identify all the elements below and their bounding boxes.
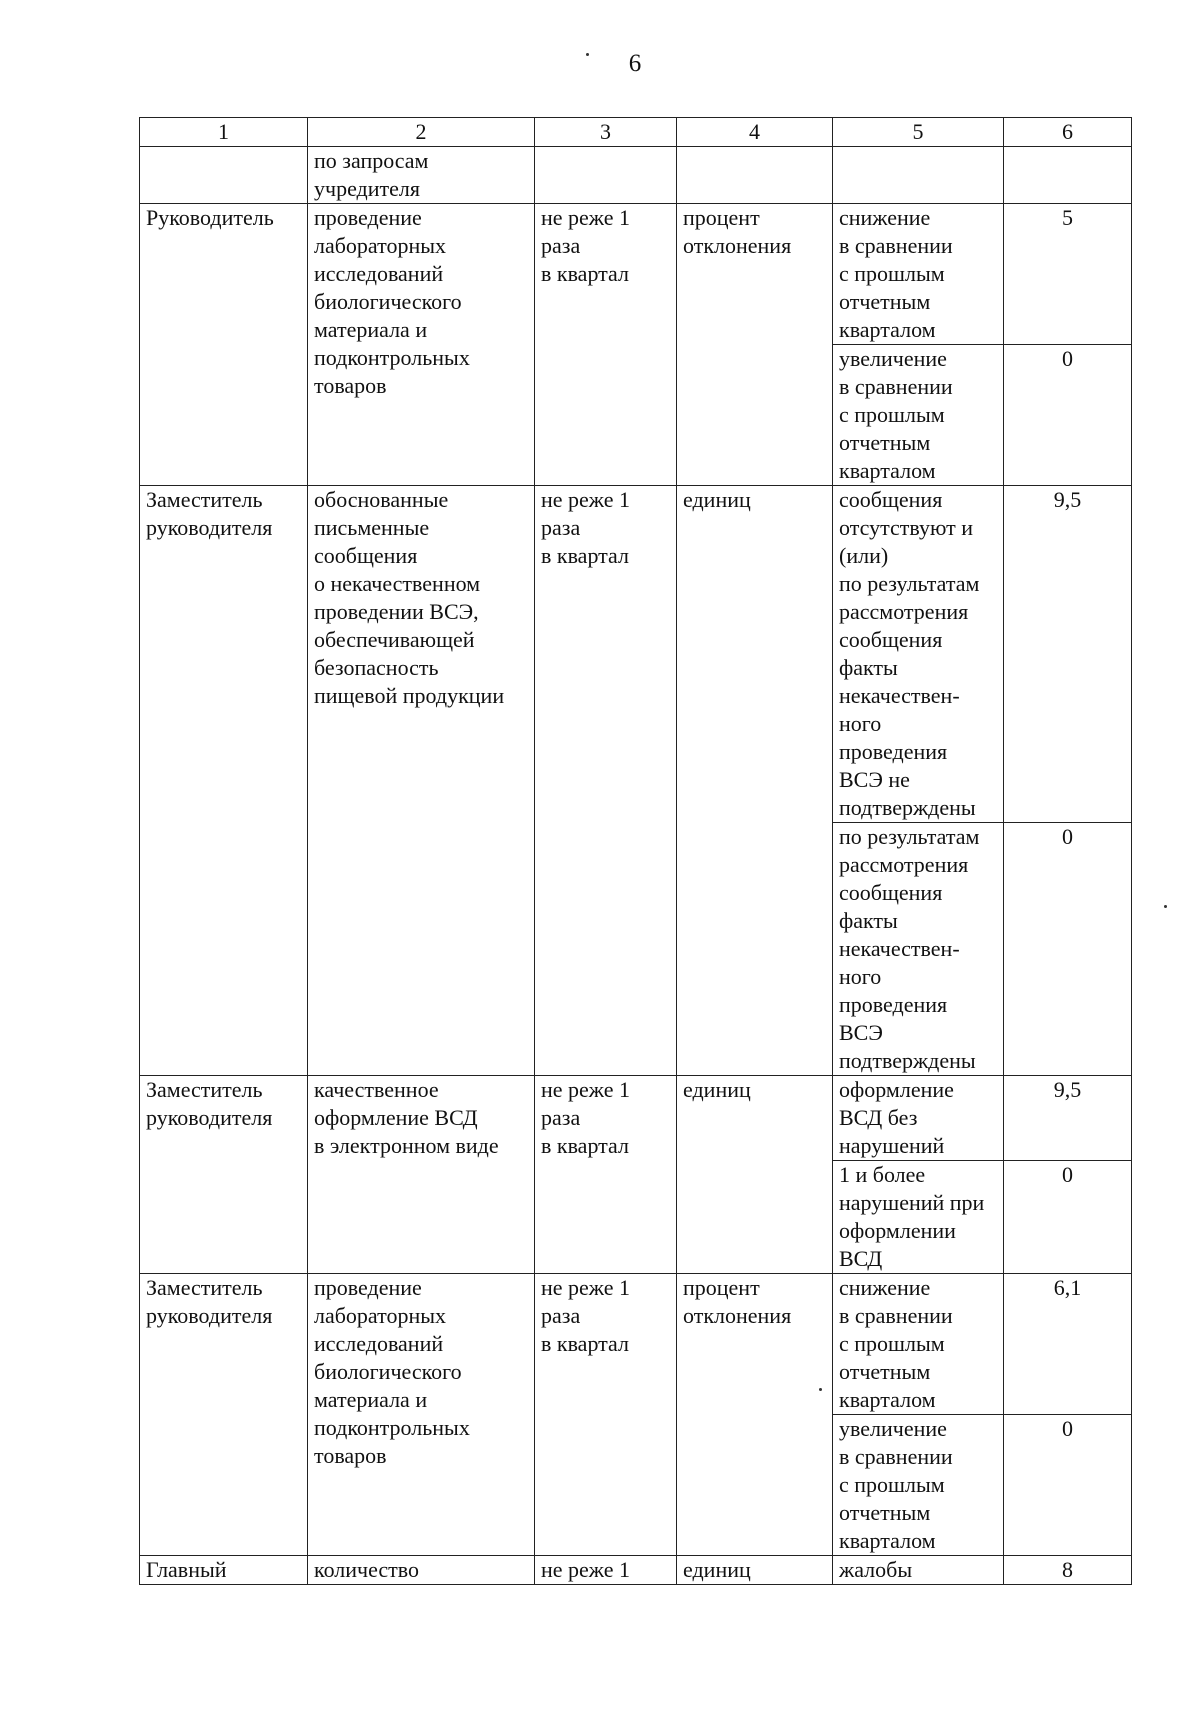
criterion-cell-line: ного	[839, 711, 882, 736]
frequency-cell	[535, 1274, 677, 1556]
frequency-cell-line: в квартал	[541, 1331, 629, 1356]
indicator-cell-line: биологического	[314, 1359, 462, 1384]
frequency-cell-line: раза	[541, 1105, 581, 1130]
score-cell: 0	[1004, 1161, 1132, 1274]
score-cell: 8	[1004, 1556, 1132, 1585]
header-cell: 2	[308, 118, 535, 147]
indicator-cell-line: обоснованные	[314, 487, 449, 512]
indicator-cell	[308, 204, 535, 486]
position-cell-line: руководителя	[146, 1303, 273, 1328]
header-cell: 5	[833, 118, 1004, 147]
criterion-cell	[833, 1556, 1004, 1585]
indicator-cell-line: лабораторных	[314, 1303, 447, 1328]
indicator-cell-line: лабораторных	[314, 233, 447, 258]
criterion-cell-line: ВСД без	[839, 1105, 918, 1130]
indicator-cell-line: пищевой продукции	[314, 683, 505, 708]
position-cell	[140, 1076, 308, 1274]
criterion-cell-line: ного	[839, 964, 882, 989]
indicator-cell-line: исследований	[314, 1331, 444, 1356]
position-cell	[140, 1274, 308, 1556]
indicator-cell-line: товаров	[314, 373, 387, 398]
indicator-cell-line: в электронном виде	[314, 1133, 499, 1158]
table-row	[140, 1274, 1132, 1415]
criterion-cell-line: с прошлым	[839, 1331, 945, 1356]
criterion-cell-line: в сравнении	[839, 233, 953, 258]
criterion-cell-line: оформление	[839, 1077, 954, 1102]
unit-cell	[677, 1274, 833, 1556]
indicator-cell-line: биологического	[314, 289, 462, 314]
unit-cell	[677, 204, 833, 486]
frequency-cell-line: раза	[541, 515, 581, 540]
criterion-cell-line: увеличение	[839, 346, 947, 371]
position-cell	[140, 486, 308, 1076]
position-cell-line: Заместитель	[146, 487, 263, 512]
criteria-table	[139, 117, 1132, 1585]
indicator-cell-line: по запросам	[314, 148, 429, 173]
criterion-cell-line: проведения	[839, 992, 948, 1017]
table-row	[140, 147, 1132, 204]
unit-cell-line: отклонения	[683, 233, 792, 258]
criterion-cell-line: подтверждены	[839, 795, 976, 820]
indicator-cell-line: исследований	[314, 261, 444, 286]
criterion-cell-line: ВСЭ не	[839, 767, 910, 792]
frequency-cell	[535, 1556, 677, 1585]
criterion-cell-line: рассмотрения	[839, 599, 969, 624]
criterion-cell-line: с прошлым	[839, 261, 945, 286]
position-cell-line: Заместитель	[146, 1077, 263, 1102]
criterion-cell-line: в сравнении	[839, 1303, 953, 1328]
criterion-cell-line: сообщения	[839, 880, 943, 905]
frequency-cell-line: раза	[541, 1303, 581, 1328]
criterion-cell-line: с прошлым	[839, 402, 945, 427]
unit-cell-line: единиц	[683, 487, 751, 512]
position-cell-line: руководителя	[146, 515, 273, 540]
criterion-cell-line: снижение	[839, 1275, 931, 1300]
criterion-cell-line: по результатам	[839, 571, 980, 596]
indicator-cell	[308, 147, 535, 204]
criterion-cell-line: проведения	[839, 739, 948, 764]
criterion-cell	[833, 486, 1004, 823]
position-cell	[140, 1556, 308, 1585]
criterion-cell-line: отчетным	[839, 1500, 931, 1525]
indicator-cell	[308, 486, 535, 1076]
criterion-cell-line: кварталом	[839, 458, 936, 483]
criterion-cell-line: в сравнении	[839, 1444, 953, 1469]
criterion-cell-line: отсутствуют и	[839, 515, 973, 540]
indicator-cell-line: проведении ВСЭ,	[314, 599, 479, 624]
position-cell-line: руководителя	[146, 1105, 273, 1130]
unit-cell-line: единиц	[683, 1557, 751, 1582]
score-cell: 0	[1004, 1415, 1132, 1556]
frequency-cell-line: не реже 1	[541, 1275, 630, 1300]
criterion-cell-line: кварталом	[839, 1387, 936, 1412]
indicator-cell-line: сообщения	[314, 543, 418, 568]
indicator-cell-line: проведение	[314, 205, 422, 230]
header-cell: 3	[535, 118, 677, 147]
criterion-cell-line: ВСЭ	[839, 1020, 883, 1045]
indicator-cell-line: письменные	[314, 515, 430, 540]
indicator-cell-line: товаров	[314, 1443, 387, 1468]
frequency-cell-line: не реже 1	[541, 205, 630, 230]
criterion-cell-line: нарушений при	[839, 1190, 985, 1215]
unit-cell-line: отклонения	[683, 1303, 792, 1328]
criterion-cell	[833, 1415, 1004, 1556]
criterion-cell	[833, 147, 1004, 204]
criterion-cell-line: отчетным	[839, 430, 931, 455]
indicator-cell-line: подконтрольных	[314, 345, 470, 370]
criterion-cell-line: кварталом	[839, 317, 936, 342]
table-row	[140, 1556, 1132, 1585]
frequency-cell	[535, 1076, 677, 1274]
score-cell	[1004, 147, 1132, 204]
indicator-cell-line: качественное	[314, 1077, 439, 1102]
frequency-cell-line: не реже 1	[541, 1077, 630, 1102]
criterion-cell-line: кварталом	[839, 1528, 936, 1553]
criterion-cell-line: снижение	[839, 205, 931, 230]
scan-speck	[1164, 905, 1167, 908]
criterion-cell-line: оформлении	[839, 1218, 956, 1243]
indicator-cell-line: обеспечивающей	[314, 627, 475, 652]
indicator-cell-line: проведение	[314, 1275, 422, 1300]
unit-cell-line: единиц	[683, 1077, 751, 1102]
unit-cell-line: процент	[683, 205, 760, 230]
frequency-cell-line: раза	[541, 233, 581, 258]
indicator-cell-line: материала и	[314, 1387, 428, 1412]
header-cell: 1	[140, 118, 308, 147]
position-cell-line: Заместитель	[146, 1275, 263, 1300]
criterion-cell-line: отчетным	[839, 1359, 931, 1384]
indicator-cell-line: подконтрольных	[314, 1415, 470, 1440]
score-cell: 9,5	[1004, 486, 1132, 823]
position-cell	[140, 147, 308, 204]
frequency-cell	[535, 147, 677, 204]
criterion-cell-line: некачествен-	[839, 936, 960, 961]
score-cell: 9,5	[1004, 1076, 1132, 1161]
unit-cell	[677, 486, 833, 1076]
scan-speck	[586, 53, 589, 56]
criterion-cell-line: факты	[839, 908, 898, 933]
indicator-cell-line: материала и	[314, 317, 428, 342]
criterion-cell-line: жалобы	[839, 1557, 913, 1582]
unit-cell	[677, 1076, 833, 1274]
unit-cell	[677, 1556, 833, 1585]
indicator-cell-line: учредителя	[314, 176, 420, 201]
frequency-cell	[535, 204, 677, 486]
frequency-cell-line: в квартал	[541, 1133, 629, 1158]
indicator-cell-line: о некачественном	[314, 571, 481, 596]
criterion-cell-line: увеличение	[839, 1416, 947, 1441]
frequency-cell-line: не реже 1	[541, 1557, 630, 1582]
criterion-cell	[833, 204, 1004, 345]
score-cell: 0	[1004, 823, 1132, 1076]
criterion-cell-line: сообщения	[839, 487, 943, 512]
frequency-cell	[535, 486, 677, 1076]
criterion-cell	[833, 345, 1004, 486]
score-cell: 0	[1004, 345, 1132, 486]
position-cell-line: Руководитель	[146, 205, 274, 230]
criterion-cell-line: (или)	[839, 543, 889, 568]
criterion-cell	[833, 1161, 1004, 1274]
frequency-cell-line: не реже 1	[541, 487, 630, 512]
position-cell	[140, 204, 308, 486]
header-cell: 6	[1004, 118, 1132, 147]
header-cell: 4	[677, 118, 833, 147]
criterion-cell-line: ВСД	[839, 1246, 883, 1271]
criterion-cell-line: факты	[839, 655, 898, 680]
criterion-cell-line: нарушений	[839, 1133, 945, 1158]
frequency-cell-line: в квартал	[541, 543, 629, 568]
indicator-cell-line: оформление ВСД	[314, 1105, 478, 1130]
table-row	[140, 486, 1132, 823]
unit-cell-line: процент	[683, 1275, 760, 1300]
criterion-cell-line: в сравнении	[839, 374, 953, 399]
indicator-cell	[308, 1076, 535, 1274]
criterion-cell-line: по результатам	[839, 824, 980, 849]
header-row	[140, 118, 1132, 147]
unit-cell	[677, 147, 833, 204]
table-row	[140, 1076, 1132, 1161]
indicator-cell-line: безопасность	[314, 655, 439, 680]
table-row	[140, 204, 1132, 345]
criterion-cell-line: с прошлым	[839, 1472, 945, 1497]
criterion-cell	[833, 823, 1004, 1076]
indicator-cell	[308, 1556, 535, 1585]
page-number: 6	[628, 50, 642, 77]
score-cell: 6,1	[1004, 1274, 1132, 1415]
criterion-cell	[833, 1076, 1004, 1161]
criterion-cell-line: отчетным	[839, 289, 931, 314]
criterion-cell-line: некачествен-	[839, 683, 960, 708]
criterion-cell-line: подтверждены	[839, 1048, 976, 1073]
frequency-cell-line: в квартал	[541, 261, 629, 286]
indicator-cell	[308, 1274, 535, 1556]
criterion-cell	[833, 1274, 1004, 1415]
position-cell-line: Главный	[146, 1557, 227, 1582]
criterion-cell-line: 1 и более	[839, 1162, 926, 1187]
score-cell: 5	[1004, 204, 1132, 345]
criterion-cell-line: сообщения	[839, 627, 943, 652]
criterion-cell-line: рассмотрения	[839, 852, 969, 877]
indicator-cell-line: количество	[314, 1557, 420, 1582]
